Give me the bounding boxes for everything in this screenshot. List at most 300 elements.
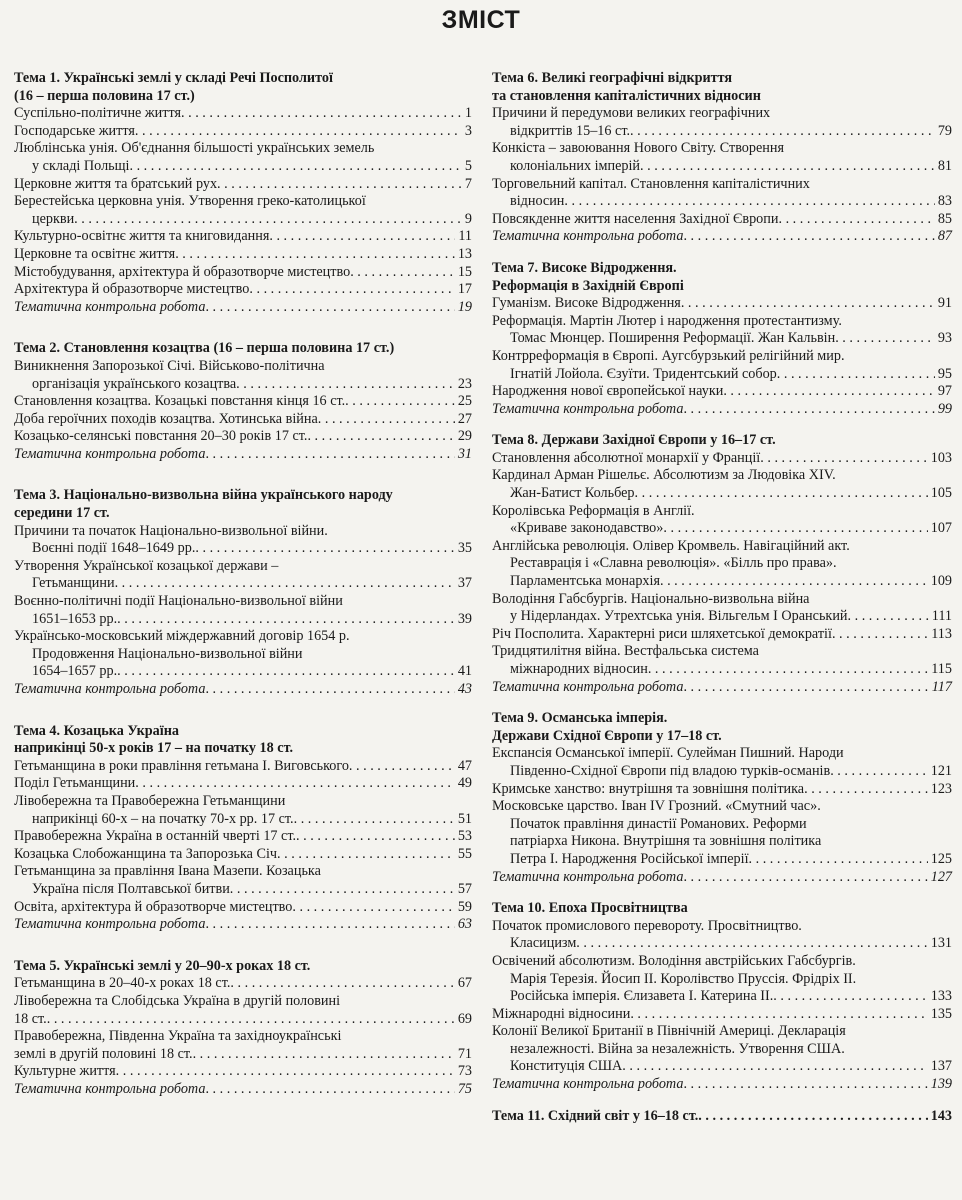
entry-title: у складі Польщі: [32, 157, 130, 174]
page-number: 91: [937, 295, 952, 312]
leader-dots: [175, 246, 455, 264]
section-heading: Тема 7. Високе Відродження.: [492, 259, 677, 276]
leader-dots: [230, 881, 455, 899]
entry-title: землі в другій половині 18 ст.: [14, 1045, 193, 1062]
entry-title: Лівобережна та Слобідська Україна в другій половині: [14, 992, 341, 1009]
entry-title: Правобережна Україна в останній чверті 17 ст.: [14, 828, 297, 845]
toc-entry: [14, 1063, 472, 1081]
toc-entry: [14, 140, 472, 175]
leader-dots: [277, 846, 455, 864]
toc-entry: [14, 428, 472, 446]
page-number: 99: [937, 400, 952, 417]
entry-title: Початок правління династії Романових. Реформи: [510, 815, 807, 832]
entry-line: [14, 1063, 472, 1081]
toc-entry: [14, 793, 472, 828]
entry-line: [14, 140, 472, 158]
page-number: 97: [937, 383, 952, 400]
entry-title: Московське царство. Іван IV Грозний. «Смутний час».: [492, 798, 821, 815]
leader-dots: [181, 105, 462, 123]
page-number: 143: [930, 1107, 952, 1124]
toc-entry: [492, 869, 952, 887]
entry-line: [492, 383, 952, 401]
entry-title: Церковне життя та братський рух: [14, 175, 218, 192]
entry-title: Воєнно-політичні події Національно-визвольної війни: [14, 593, 343, 610]
toc-entry: [492, 176, 952, 211]
leader-dots: [135, 775, 455, 793]
entry-line: [492, 105, 952, 123]
section-heading: Тема 6. Великі географічні відкриття: [492, 70, 733, 86]
entry-title: Берестейська церковна унія. Утворення греко-католицької: [14, 193, 366, 210]
entry-title: у Нідерландах. Утрехтська унія. Вільгельм І Оранський: [510, 608, 848, 625]
entry-line: [14, 264, 472, 282]
page-number: 55: [457, 845, 472, 862]
page-number: 123: [930, 780, 952, 797]
entry-line: [492, 158, 952, 176]
entry-line: [492, 1006, 952, 1024]
entry-title: Кардинал Арман Рішельє. Абсолютизм за Людовіка XIV.: [492, 467, 836, 484]
entry-line: [14, 393, 472, 411]
toc-entry: [14, 916, 472, 934]
page-number: 1: [464, 105, 472, 122]
leader-dots: [193, 1046, 455, 1064]
leader-dots: [205, 681, 454, 699]
entry-line: [492, 816, 952, 834]
toc-section: [492, 260, 952, 418]
toc-entry: [492, 140, 952, 175]
page-number: 49: [457, 775, 472, 792]
entry-title: Культурно-освітнє життя та книговидання: [14, 228, 270, 245]
entry-title: «Криваве законодавство»: [510, 520, 664, 537]
entry-line: [14, 916, 472, 934]
leader-dots: [683, 869, 927, 887]
leader-dots: [832, 626, 928, 644]
page-number: 115: [931, 661, 952, 677]
toc-entry: [492, 918, 952, 953]
toc-entry: [14, 299, 472, 317]
entry-line: [14, 211, 472, 229]
leader-dots: [230, 975, 454, 993]
leader-dots: [663, 520, 927, 538]
page-number: 7: [464, 175, 472, 192]
entry-line: [492, 123, 952, 141]
page-number: 5: [464, 157, 472, 174]
entry-title: Україна після Полтавської битви: [32, 880, 230, 897]
entry-title: Гетьманщина в 20–40-х роках 18 ст.: [14, 975, 231, 992]
leader-dots: [723, 383, 935, 401]
leader-dots: [576, 935, 927, 953]
entry-line: [492, 935, 952, 953]
entry-title: Козацька Слобожанщина та Запорозька Січ: [14, 845, 278, 862]
section-heading: Тема 9. Османська імперія.: [492, 710, 668, 727]
entry-title: Томас Мюнцер. Поширення Реформації. Жан Кальвін: [510, 330, 836, 347]
entry-title: Кримське ханство: внутрішня та зовнішня політика: [492, 780, 805, 797]
section-heading: (16 – перша половина 17 ст.): [14, 87, 195, 104]
entry-title: Тематична контрольна робота: [492, 1076, 684, 1093]
leader-dots: [648, 661, 928, 679]
leader-dots: [117, 663, 455, 681]
page-number: 139: [930, 1076, 952, 1093]
toc-entry: [14, 975, 472, 993]
section-gap: [14, 316, 472, 340]
entry-line: [14, 881, 472, 899]
entry-line: [14, 105, 472, 123]
entry-line: [492, 295, 952, 313]
toc-entry: [492, 781, 952, 799]
entry-title: церкви: [32, 210, 75, 227]
page-number: 27: [457, 410, 472, 427]
entry-title: Колонії Великої Британії в Північній Америці. Декларація: [492, 1023, 846, 1040]
toc-entry: [14, 863, 472, 898]
toc-entry: [492, 383, 952, 401]
entry-title: Торговельний капітал. Становлення капіталістичних: [492, 175, 810, 192]
page-number: 23: [457, 375, 472, 392]
toc-entry: [14, 681, 472, 699]
leader-dots: [117, 611, 455, 629]
entry-line: [492, 953, 952, 971]
toc-entry: [14, 393, 472, 411]
entry-title: Повсякденне життя населення Західної Європи: [492, 210, 779, 227]
section-gap: [492, 246, 952, 260]
page-number: 69: [457, 1010, 472, 1027]
section-heading: Держави Східної Європи у 17–18 ст.: [492, 727, 722, 744]
entry-line: [14, 975, 472, 993]
toc-section: [492, 1108, 952, 1126]
page-number: 75: [457, 1080, 472, 1097]
toc-section: [492, 432, 952, 696]
section-gap: [492, 696, 952, 710]
entry-title: Суспільно-політичне життя: [14, 105, 182, 122]
section-gap: [14, 463, 472, 487]
toc-entry: [14, 1028, 472, 1063]
section-gap: [14, 699, 472, 723]
leader-dots: [345, 393, 455, 411]
entry-title: Тематична контрольна робота: [492, 228, 684, 245]
entry-title: Експансія Османської імперії. Сулейман Пишний. Народи: [492, 745, 844, 762]
leader-dots: [205, 916, 454, 934]
toc-entry: [492, 1076, 952, 1094]
entry-title: Козацько-селянські повстання 20–30 років 17 ст.: [14, 428, 308, 445]
toc-entry: [14, 523, 472, 558]
page-number: 137: [930, 1058, 952, 1075]
entry-line: [492, 485, 952, 503]
toc-entry: [492, 1006, 952, 1024]
page-number: 57: [457, 880, 472, 897]
toc-entry: [492, 953, 952, 1006]
section-heading: Тема 3. Національно-визвольна війна українського народу: [14, 487, 393, 504]
leader-dots: [135, 123, 462, 141]
entry-title: Тематична контрольна робота: [492, 678, 684, 695]
entry-line: [14, 1028, 472, 1046]
entry-title: Причини й передумови великих географічних: [492, 105, 771, 122]
toc-entry: [14, 446, 472, 464]
entry-title: Гуманізм. Високе Відродження: [492, 295, 681, 312]
leader-dots: [773, 988, 927, 1006]
page-number: 127: [930, 868, 952, 885]
entry-line: [492, 193, 952, 211]
entry-line: [492, 1041, 952, 1059]
entry-line: [14, 123, 472, 141]
entry-line: [492, 798, 952, 816]
toc-entry: [492, 348, 952, 383]
entry-title: Правобережна, Південна Україна та західноукраїнські: [14, 1028, 342, 1045]
toc-entry: [14, 193, 472, 228]
leader-dots: [307, 428, 454, 446]
entry-line: [14, 628, 472, 646]
entry-line: [14, 646, 472, 664]
entry-line: [492, 313, 952, 331]
leader-dots: [294, 811, 455, 829]
entry-title: Міжнародні відносини: [492, 1005, 631, 1022]
entry-line: [14, 358, 472, 376]
page-number: 39: [457, 610, 472, 627]
entry-title: Поділ Гетьманщини: [14, 775, 136, 792]
entry-line: [492, 833, 952, 851]
entry-line: [14, 775, 472, 793]
leader-dots: [830, 763, 928, 781]
leader-dots: [640, 158, 935, 176]
page-number: 107: [930, 520, 952, 537]
entry-title: Воєнні події 1648–1649 рр.: [32, 540, 196, 557]
leader-dots: [350, 264, 455, 282]
entry-line: [492, 643, 952, 661]
entry-line: [492, 869, 952, 887]
entry-title: Контрреформація в Європі. Аугсбурзький релігійний мир.: [492, 347, 845, 364]
toc-entry: [492, 591, 952, 626]
toc-section: [14, 340, 472, 463]
page-title: ЗМІСТ: [441, 6, 521, 34]
toc-entry: [14, 593, 472, 628]
toc-entry: [14, 264, 472, 282]
entry-line: [14, 575, 472, 593]
page-number: 37: [457, 575, 472, 592]
page-number: 125: [930, 850, 952, 867]
entry-title: організація українського козацтва: [32, 375, 237, 392]
page-number: 9: [464, 210, 472, 227]
entry-line: [492, 211, 952, 229]
page-number: 93: [937, 330, 952, 347]
entry-title: Південно-Східної Європи під владою турків-османів: [510, 762, 831, 779]
leader-dots: [564, 193, 934, 211]
page-number: 109: [930, 573, 952, 590]
section-heading: середини 17 ст.: [14, 505, 110, 522]
entry-line: [492, 1023, 952, 1041]
toc-entry: [14, 899, 472, 917]
entry-title: Ігнатій Лойола. Єзуїти. Тридентський собор: [510, 365, 777, 382]
entry-title: Тема 11. Східний світ у 16–18 ст.: [492, 1107, 699, 1124]
entry-title: Жан-Батист Кольбер: [510, 485, 635, 502]
entry-line: [14, 428, 472, 446]
toc-entry: [14, 1081, 472, 1099]
entry-title: Російська імперія. Єлизавета І. Катерина II.: [510, 988, 774, 1005]
page-number: 59: [457, 898, 472, 915]
entry-line: [492, 971, 952, 989]
page-number: 111: [931, 608, 952, 625]
entry-line: [492, 591, 952, 609]
entry-line: [492, 626, 952, 644]
entry-line: [492, 661, 952, 679]
toc-entry: [14, 558, 472, 593]
section-heading: Тема 2. Становлення козацтва (16 – перша половина 17 ст.): [14, 340, 395, 357]
entry-title: Доба героїчних походів козацтва. Хотинська війна: [14, 410, 318, 427]
section-heading: Тема 8. Держави Західної Європи у 16–17 ст.: [492, 432, 776, 449]
entry-title: Тематична контрольна робота: [14, 1080, 206, 1097]
leader-dots: [622, 1058, 927, 1076]
toc-entry: [14, 358, 472, 393]
toc-entry: [492, 538, 952, 591]
entry-title: 18 ст.: [14, 1010, 47, 1027]
entry-title: Культурне життя: [14, 1063, 116, 1080]
leader-dots: [848, 608, 929, 626]
leader-dots: [115, 575, 455, 593]
entry-title: Тематична контрольна робота: [14, 916, 206, 933]
toc-entry: [14, 281, 472, 299]
entry-title: Містобудування, архітектура й образотворче мистецтво: [14, 263, 351, 280]
page-number: 3: [464, 122, 472, 139]
page-number: 131: [930, 935, 952, 952]
entry-line: [492, 745, 952, 763]
entry-line: [14, 246, 472, 264]
toc-section: [14, 70, 472, 316]
page-number: 29: [457, 428, 472, 445]
left-column: [14, 70, 472, 1098]
leader-dots: [804, 781, 928, 799]
entry-line: [492, 781, 952, 799]
entry-title: Англійська революція. Олівер Кромвель. Навігаційний акт.: [492, 537, 850, 554]
section-heading: Тема 5. Українські землі у 20–90-х роках 18 ст.: [14, 957, 311, 974]
section-heading: та становлення капіталістичних відносин: [492, 87, 761, 104]
leader-dots: [205, 446, 454, 464]
entry-line: [492, 140, 952, 158]
toc-entry: [492, 643, 952, 678]
page-number: 121: [930, 762, 952, 779]
toc-entry: [14, 846, 472, 864]
entry-title: Володіння Габсбургів. Національно-визвольна війна: [492, 590, 810, 607]
leader-dots: [236, 376, 455, 394]
section-gap: [492, 418, 952, 432]
entry-title: відносин: [510, 193, 565, 210]
leader-dots: [74, 211, 462, 229]
entry-line: [492, 503, 952, 521]
toc-entry: [14, 411, 472, 429]
entry-line: [14, 228, 472, 246]
leader-dots: [292, 899, 454, 917]
entry-title: Реставрація і «Славна революція». «Білль про права».: [510, 555, 837, 572]
page-number: 95: [937, 365, 952, 382]
page-number: 71: [457, 1045, 472, 1062]
page-number: 103: [930, 449, 952, 466]
page-number: 113: [931, 625, 952, 642]
entry-line: [14, 1081, 472, 1099]
leader-dots: [749, 851, 928, 869]
page-number: 87: [937, 228, 952, 245]
entry-title: Утворення Української козацької держави –: [14, 557, 279, 574]
entry-line: [14, 411, 472, 429]
entry-line: [492, 520, 952, 538]
toc-entry: [492, 626, 952, 644]
page-number: 83: [937, 193, 952, 210]
entry-line: [492, 555, 952, 573]
entry-title: Церковне та освітнє життя: [14, 245, 176, 262]
page-number: 133: [930, 988, 952, 1005]
entry-line: [14, 281, 472, 299]
toc-entry: [14, 246, 472, 264]
toc-entry: [14, 775, 472, 793]
entry-line: [492, 763, 952, 781]
toc-section: [14, 958, 472, 1099]
leader-dots: [116, 1063, 455, 1081]
entry-title: Класицизм: [510, 935, 577, 952]
entry-title: Тридцятилітня війна. Вестфальська система: [492, 643, 759, 660]
section-heading: [492, 1108, 952, 1126]
entry-title: патріарха Никона. Внутрішня та зовнішня політика: [510, 833, 822, 850]
entry-title: Люблінська унія. Об'єднання більшості українських земель: [14, 140, 375, 157]
leader-dots: [630, 1006, 927, 1024]
entry-line: [492, 1076, 952, 1094]
entry-line: [492, 851, 952, 869]
entry-line: [492, 401, 952, 419]
entry-title: відкриттів 15–16 ст.: [510, 122, 631, 139]
page-number: 19: [457, 298, 472, 315]
page-number: 31: [457, 445, 472, 462]
leader-dots: [683, 401, 934, 419]
page-number: 81: [937, 157, 952, 174]
entry-title: Освіта, архітектура й образотворче мистецтво: [14, 898, 293, 915]
section-heading: Реформація в Західній Європі: [492, 277, 684, 294]
entry-line: [14, 540, 472, 558]
entry-title: Українсько-московський міждержавний договір 1654 р.: [14, 628, 350, 645]
toc-entry: [492, 211, 952, 229]
leader-dots: [777, 366, 935, 384]
entry-line: [492, 988, 952, 1006]
leader-dots: [760, 450, 927, 468]
entry-line: [14, 811, 472, 829]
entry-title: Королівська Реформація в Англії.: [492, 502, 695, 519]
leader-dots: [217, 176, 462, 194]
entry-title: Тематична контрольна робота: [14, 445, 206, 462]
entry-line: [492, 366, 952, 384]
page-number: 117: [931, 678, 952, 695]
entry-line: [492, 467, 952, 485]
entry-title: Виникнення Запорозької Січі. Військово-політична: [14, 357, 325, 374]
entry-title: Конституція США: [510, 1058, 623, 1075]
entry-title: Причини та початок Національно-визвольної війни.: [14, 522, 328, 539]
toc-entry: [492, 679, 952, 697]
entry-line: [14, 828, 472, 846]
entry-line: [14, 863, 472, 881]
section-gap: [14, 934, 472, 958]
leader-dots: [635, 485, 928, 503]
entry-title: Тематична контрольна робота: [492, 868, 684, 885]
entry-title: 1654–1657 рр.: [32, 663, 118, 680]
leader-dots: [698, 1108, 927, 1126]
toc-entry: [14, 123, 472, 141]
toc-entry: [492, 295, 952, 313]
entry-line: [14, 611, 472, 629]
entry-title: Марія Терезія. Йосип II. Королівство Пруссія. Фрідріх II.: [510, 970, 857, 987]
entry-line: [14, 558, 472, 576]
entry-title: міжнародних відносин: [510, 661, 648, 677]
leader-dots: [681, 295, 935, 313]
leader-dots: [683, 228, 934, 246]
entry-title: Петра І. Народження Російської імперії: [510, 850, 749, 867]
entry-title: Гетьманщина за правління Івана Мазепи. Козацька: [14, 863, 321, 880]
entry-line: [492, 348, 952, 366]
entry-line: [492, 608, 952, 626]
toc-section: [492, 70, 952, 246]
entry-title: Парламентська монархія: [510, 573, 660, 590]
entry-title: Тематична контрольна робота: [14, 298, 206, 315]
page-number: 85: [937, 210, 952, 227]
